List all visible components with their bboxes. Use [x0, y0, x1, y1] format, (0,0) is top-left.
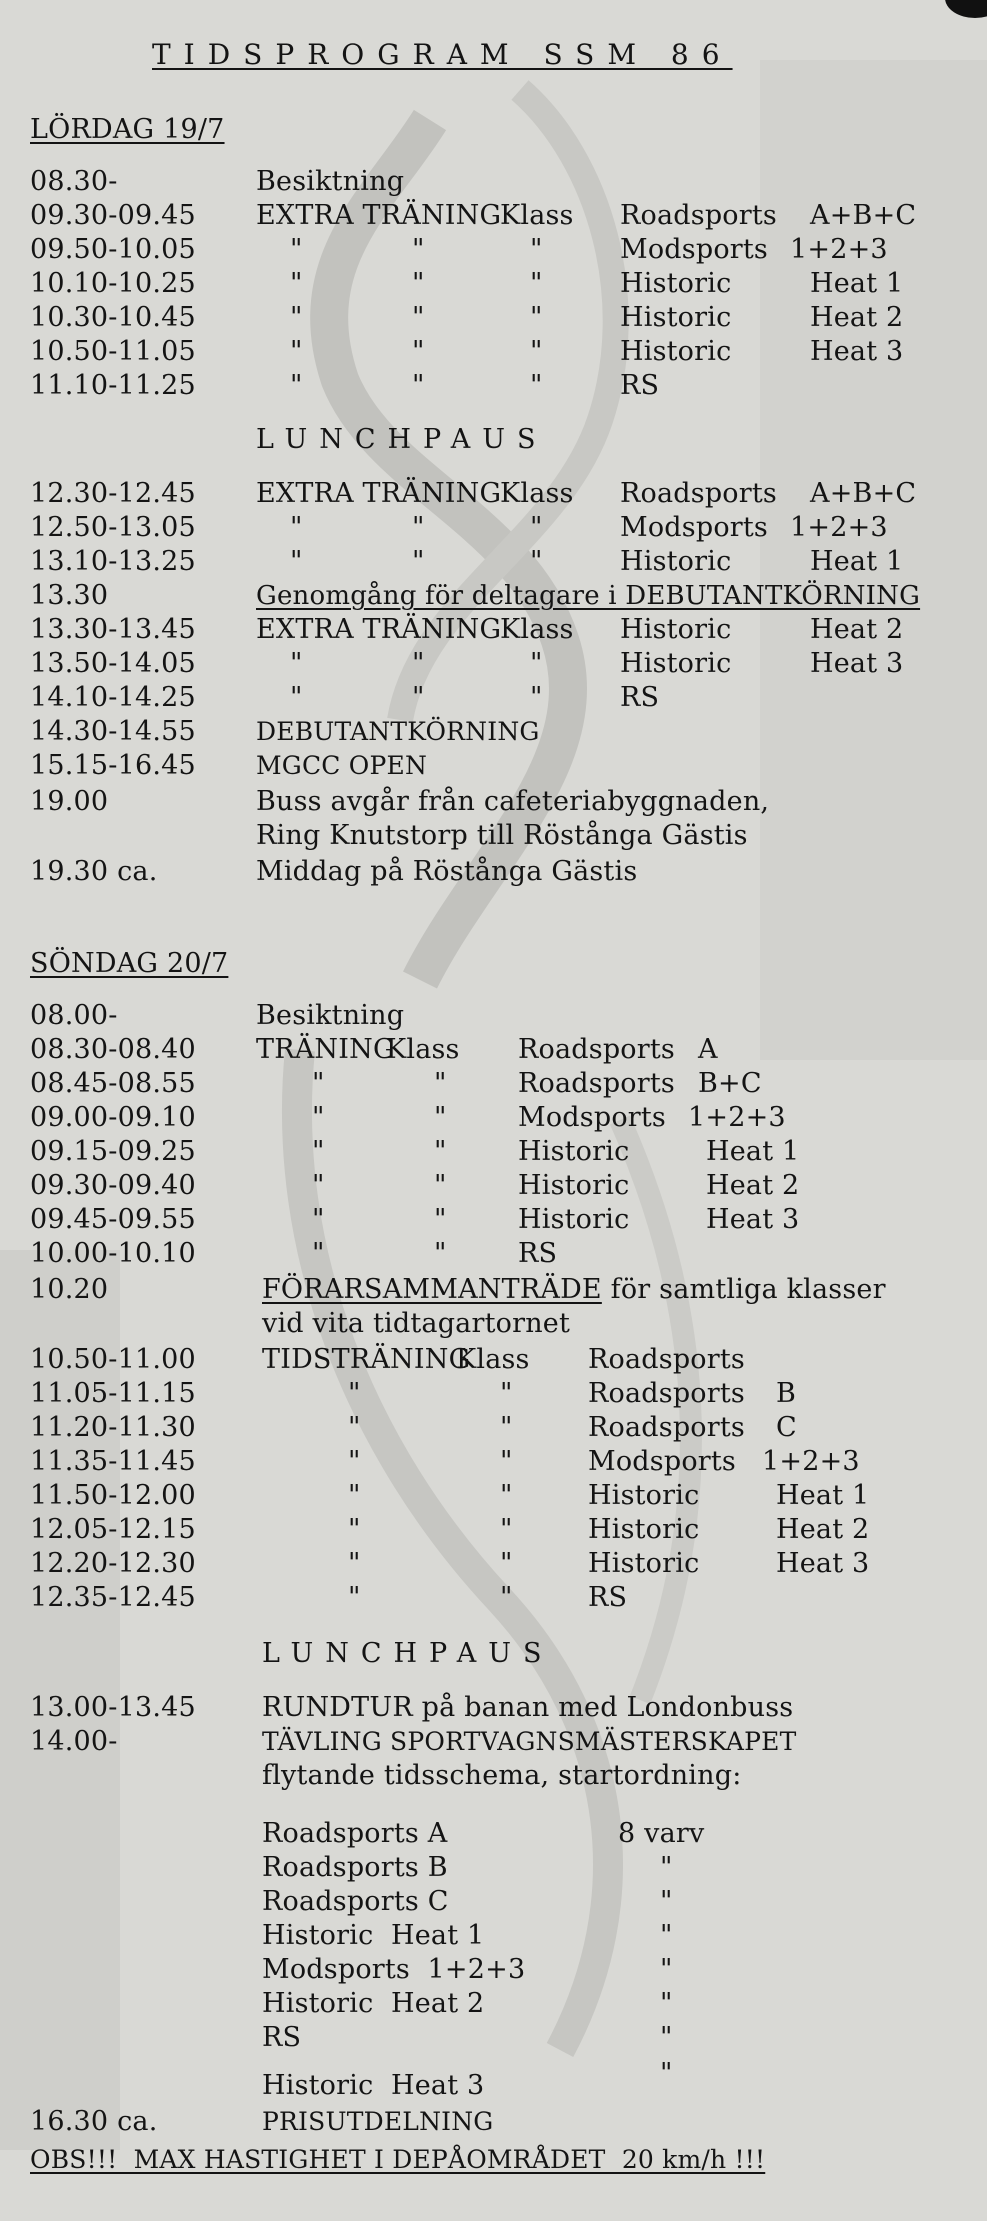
- bus-info-line2: Ring Knutstorp till Röstånga Gästis: [256, 820, 748, 851]
- row-activity: DEBUTANTKÖRNING: [256, 717, 540, 746]
- row-time: 19.30 ca.: [30, 856, 158, 887]
- row-time: 13.00-13.45: [30, 1692, 196, 1723]
- row-class: Historic: [518, 1136, 630, 1167]
- row-time: 11.10-11.25: [30, 370, 196, 401]
- row-class: Roadsports: [620, 200, 777, 231]
- row-class: Roadsports: [588, 1378, 745, 1409]
- ditto-mark: ": [412, 512, 425, 543]
- row-klass: Klass: [500, 614, 574, 645]
- ditto-mark: ": [500, 1412, 513, 1443]
- ditto-mark: ": [290, 336, 303, 367]
- ditto-mark: ": [434, 1068, 447, 1099]
- row-klass: Klass: [456, 1344, 530, 1375]
- row-group: Heat 3: [810, 648, 904, 679]
- ditto-mark: ": [530, 370, 543, 401]
- ditto-mark: ": [312, 1204, 325, 1235]
- start-order-class: Historic Heat 2: [262, 1988, 485, 2019]
- row-group: Heat 1: [706, 1136, 800, 1167]
- row-class: Historic: [620, 648, 732, 679]
- start-order-laps: 8 varv: [618, 1818, 705, 1849]
- bus-info-line1: Buss avgår från cafeteriabyggnaden,: [256, 786, 770, 817]
- ditto-mark: ": [348, 1548, 361, 1579]
- row-time: 08.00-: [30, 1000, 118, 1031]
- row-activity: TIDSTRÄNING: [262, 1344, 471, 1375]
- ditto-mark: ": [290, 234, 303, 265]
- row-class: Roadsports: [588, 1344, 745, 1375]
- ditto-mark: ": [530, 336, 543, 367]
- row-group: Heat 3: [810, 336, 904, 367]
- row-time: 10.30-10.45: [30, 302, 196, 333]
- drivers-meeting-title: FÖRARSAMMANTRÄDE: [262, 1274, 602, 1305]
- ditto-mark: ": [530, 512, 543, 543]
- ditto-mark: ": [290, 546, 303, 577]
- ditto-mark: ": [348, 1514, 361, 1545]
- ditto-mark: ": [530, 302, 543, 333]
- row-activity: EXTRA TRÄNING: [256, 200, 502, 231]
- row-time: 13.50-14.05: [30, 648, 196, 679]
- lunch-break: LUNCHPAUS: [256, 424, 548, 455]
- ditto-mark: ": [500, 1378, 513, 1409]
- row-class: Historic: [588, 1548, 700, 1579]
- row-time: 09.15-09.25: [30, 1136, 196, 1167]
- ditto-mark: ": [312, 1068, 325, 1099]
- row-group: A+B+C: [810, 478, 917, 509]
- row-time: 09.30-09.40: [30, 1170, 196, 1201]
- row-time: 13.30: [30, 580, 109, 611]
- row-class: RS: [620, 682, 660, 713]
- ditto-mark: ": [500, 1480, 513, 1511]
- row-klass: Klass: [500, 200, 574, 231]
- ditto-mark: ": [412, 302, 425, 333]
- ditto-mark: ": [312, 1170, 325, 1201]
- row-group: A+B+C: [810, 200, 917, 231]
- row-time: 09.50-10.05: [30, 234, 196, 265]
- start-order-class: RS: [262, 2022, 302, 2053]
- start-order-laps: ": [660, 2058, 673, 2089]
- row-activity: Besiktning: [256, 166, 405, 197]
- ditto-mark: ": [530, 546, 543, 577]
- start-order-laps: ": [660, 1852, 673, 1883]
- row-time: 11.35-11.45: [30, 1446, 196, 1477]
- row-group: B: [776, 1378, 797, 1409]
- ditto-mark: ": [290, 302, 303, 333]
- ditto-mark: ": [312, 1238, 325, 1269]
- row-class: RS: [588, 1582, 628, 1613]
- start-order-class: Roadsports A: [262, 1818, 448, 1849]
- row-time: 09.45-09.55: [30, 1204, 196, 1235]
- row-class: RS: [620, 370, 660, 401]
- row-time: 10.50-11.00: [30, 1344, 196, 1375]
- drivers-meeting-text: för samtliga klasser: [601, 1274, 886, 1305]
- row-time: 10.00-10.10: [30, 1238, 196, 1269]
- row-time: 13.10-13.25: [30, 546, 196, 577]
- row-group: Heat 2: [776, 1514, 870, 1545]
- row-class: Historic: [518, 1204, 630, 1235]
- ditto-mark: ": [434, 1136, 447, 1167]
- ditto-mark: ": [434, 1238, 447, 1269]
- row-group: 1+2+3: [762, 1446, 860, 1477]
- briefing-note: Genomgång för deltagare i DEBUTANTKÖRNING: [256, 581, 921, 611]
- row-time: 09.00-09.10: [30, 1102, 196, 1133]
- ditto-mark: ": [500, 1548, 513, 1579]
- row-activity: MGCC OPEN: [256, 751, 428, 780]
- row-class: Roadsports: [588, 1412, 745, 1443]
- start-order-class: Modsports 1+2+3: [262, 1954, 526, 1985]
- start-order-class: Historic Heat 1: [262, 1920, 485, 1951]
- row-group: B+C: [698, 1068, 762, 1099]
- ditto-mark: ": [412, 370, 425, 401]
- ditto-mark: ": [290, 268, 303, 299]
- ditto-mark: ": [312, 1102, 325, 1133]
- row-time: 08.30-: [30, 166, 118, 197]
- row-time: 12.20-12.30: [30, 1548, 196, 1579]
- row-class: Modsports: [620, 512, 768, 543]
- ditto-mark: ": [530, 268, 543, 299]
- sunday-heading: SÖNDAG 20/7: [30, 948, 229, 979]
- row-time: 14.10-14.25: [30, 682, 196, 713]
- ditto-mark: ": [530, 648, 543, 679]
- ditto-mark: ": [290, 648, 303, 679]
- ditto-mark: ": [412, 268, 425, 299]
- drivers-meeting: [262, 1274, 886, 1306]
- row-time: 10.20: [30, 1274, 109, 1305]
- row-activity: Besiktning: [256, 1000, 405, 1031]
- row-time: 10.50-11.05: [30, 336, 196, 367]
- ditto-mark: ": [312, 1136, 325, 1167]
- ditto-mark: ": [348, 1412, 361, 1443]
- ditto-mark: ": [500, 1582, 513, 1613]
- ditto-mark: ": [348, 1378, 361, 1409]
- row-group: Heat 2: [706, 1170, 800, 1201]
- speed-limit-notice: OBS!!! MAX HASTIGHET I DEPÅOMRÅDET 20 km/h !!!: [30, 2145, 766, 2174]
- row-class: Historic: [588, 1480, 700, 1511]
- dinner-info: Middag på Röstånga Gästis: [256, 856, 638, 887]
- row-class: Historic: [588, 1514, 700, 1545]
- row-time: 12.35-12.45: [30, 1582, 196, 1613]
- row-time: 12.50-13.05: [30, 512, 196, 543]
- ditto-mark: ": [500, 1514, 513, 1545]
- ditto-mark: ": [412, 682, 425, 713]
- ditto-mark: ": [348, 1582, 361, 1613]
- row-time: 11.05-11.15: [30, 1378, 196, 1409]
- row-group: Heat 3: [706, 1204, 800, 1235]
- row-class: Roadsports: [518, 1068, 675, 1099]
- row-class: Roadsports: [518, 1034, 675, 1065]
- row-class: Historic: [620, 546, 732, 577]
- row-group: 1+2+3: [688, 1102, 786, 1133]
- row-time: 08.30-08.40: [30, 1034, 196, 1065]
- row-time: 11.20-11.30: [30, 1412, 196, 1443]
- row-activity: EXTRA TRÄNING: [256, 614, 502, 645]
- row-group: Heat 3: [776, 1548, 870, 1579]
- row-class: Modsports: [588, 1446, 736, 1477]
- ditto-mark: ": [412, 234, 425, 265]
- saturday-heading: LÖRDAG 19/7: [30, 114, 225, 145]
- row-group: A: [698, 1034, 718, 1065]
- race-title: TÄVLING SPORTVAGNSMÄSTERSKAPET: [262, 1727, 797, 1756]
- ditto-mark: ": [434, 1204, 447, 1235]
- ditto-mark: ": [434, 1170, 447, 1201]
- ditto-mark: ": [290, 370, 303, 401]
- row-group: C: [776, 1412, 797, 1443]
- row-class: Historic: [620, 614, 732, 645]
- row-class: Historic: [620, 302, 732, 333]
- lunch-break: LUNCHPAUS: [262, 1638, 554, 1669]
- prize-ceremony: PRISUTDELNING: [262, 2107, 494, 2136]
- row-klass: Klass: [500, 478, 574, 509]
- start-order-class: Historic Heat 3: [262, 2070, 485, 2101]
- ditto-mark: ": [348, 1446, 361, 1477]
- start-order-class: Roadsports C: [262, 1886, 449, 1917]
- row-time: 12.05-12.15: [30, 1514, 196, 1545]
- start-order-laps: ": [660, 1954, 673, 1985]
- row-group: Heat 1: [810, 546, 904, 577]
- ditto-mark: ": [434, 1102, 447, 1133]
- row-group: Heat 1: [810, 268, 904, 299]
- start-order-class: Roadsports B: [262, 1852, 448, 1883]
- row-class: Roadsports: [620, 478, 777, 509]
- row-time: 19.00: [30, 786, 109, 817]
- row-time: 15.15-16.45: [30, 750, 196, 781]
- start-order-laps: ": [660, 2022, 673, 2053]
- row-time: 12.30-12.45: [30, 478, 196, 509]
- row-time: 13.30-13.45: [30, 614, 196, 645]
- row-class: Modsports: [620, 234, 768, 265]
- ditto-mark: ": [290, 512, 303, 543]
- ditto-mark: ": [530, 234, 543, 265]
- row-group: 1+2+3: [790, 512, 888, 543]
- row-group: 1+2+3: [790, 234, 888, 265]
- row-group: Heat 2: [810, 614, 904, 645]
- ditto-mark: ": [530, 682, 543, 713]
- row-klass: Klass: [386, 1034, 460, 1065]
- start-order-laps: ": [660, 1920, 673, 1951]
- row-time: 08.45-08.55: [30, 1068, 196, 1099]
- row-time: 10.10-10.25: [30, 268, 196, 299]
- start-order-laps: ": [660, 1886, 673, 1917]
- start-order-laps: ": [660, 1988, 673, 2019]
- drivers-meeting-location: vid vita tidtagartornet: [262, 1308, 571, 1339]
- page-title: TIDSPROGRAM SSM 86: [152, 38, 733, 71]
- ink-blot: [945, 0, 987, 18]
- ditto-mark: ": [412, 648, 425, 679]
- ditto-mark: ": [412, 546, 425, 577]
- row-time: 16.30 ca.: [30, 2106, 158, 2137]
- row-activity: EXTRA TRÄNING: [256, 478, 502, 509]
- ditto-mark: ": [412, 336, 425, 367]
- row-group: Heat 1: [776, 1480, 870, 1511]
- row-activity: TRÄNING: [256, 1034, 395, 1065]
- row-class: Historic: [620, 336, 732, 367]
- row-time: 14.00-: [30, 1726, 118, 1757]
- row-time: 14.30-14.55: [30, 716, 196, 747]
- row-group: Heat 2: [810, 302, 904, 333]
- row-class: RS: [518, 1238, 558, 1269]
- ditto-mark: ": [500, 1446, 513, 1477]
- ditto-mark: ": [348, 1480, 361, 1511]
- row-class: Historic: [518, 1170, 630, 1201]
- race-subtitle: flytande tidsschema, startordning:: [262, 1760, 742, 1791]
- ditto-mark: ": [290, 682, 303, 713]
- row-class: Historic: [620, 268, 732, 299]
- row-activity: RUNDTUR på banan med Londonbuss: [262, 1692, 794, 1723]
- row-time: 09.30-09.45: [30, 200, 196, 231]
- row-time: 11.50-12.00: [30, 1480, 196, 1511]
- row-class: Modsports: [518, 1102, 666, 1133]
